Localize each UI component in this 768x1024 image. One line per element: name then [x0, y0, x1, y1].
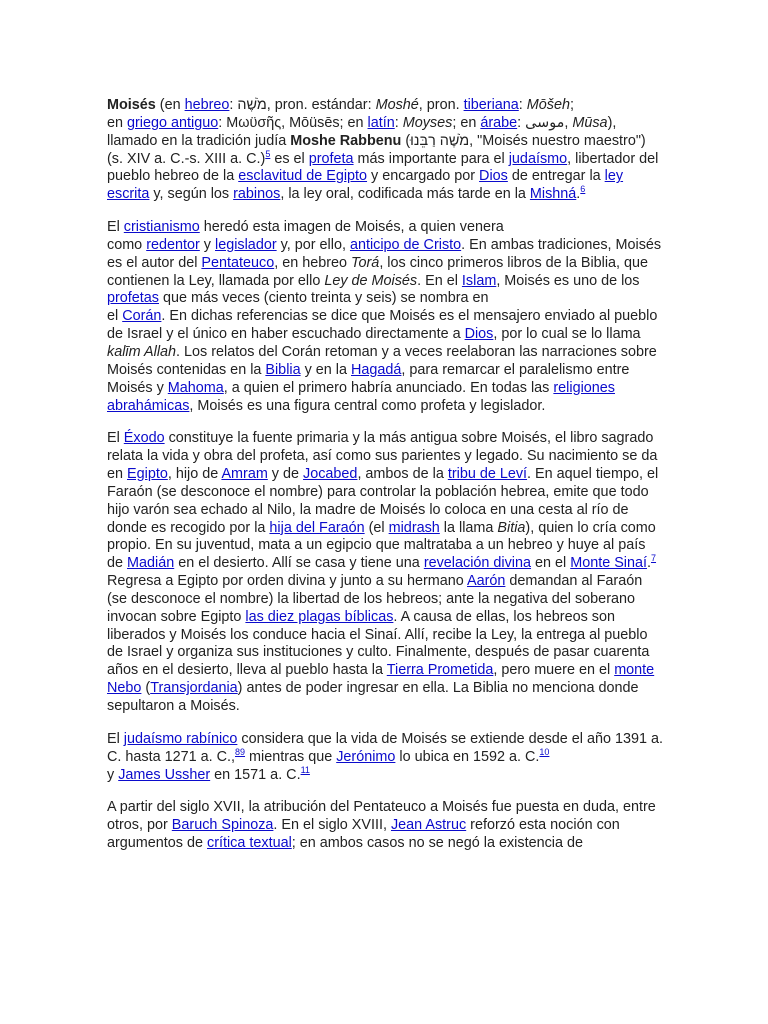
text-run: : Μωϋσῆς, Mōüsēs; en — [218, 114, 368, 131]
text-run: heredó esta imagen de Moisés, a quien venera — [199, 219, 504, 236]
article-link[interactable]: legislador — [215, 236, 277, 253]
text-run: que más veces (ciento treinta y seis) se nombra en — [159, 290, 489, 307]
article-link[interactable]: profeta — [308, 150, 354, 167]
text-run: . En ambas tradiciones, Moisés es el autor del — [107, 236, 662, 271]
text-run: . En el siglo XVIII, — [273, 817, 391, 834]
article-link[interactable]: Aarón — [467, 573, 506, 590]
text-run: , pron. — [418, 97, 464, 113]
article-link[interactable]: Tierra Prometida — [386, 662, 494, 679]
article-link[interactable]: Egipto — [127, 466, 168, 483]
article-link[interactable]: Corán — [122, 308, 162, 325]
article-link[interactable]: hebreo — [184, 97, 230, 113]
text-run: . A causa de ellas, los hebreos son liberados y Moisés los conduce hacia el Sinaí. Allí, recibe la Ley, la entrega al pueblo de Israel y organiza sus instituciones y culto. Finalmente, después de pasar cuarenta años en el desierto, lleva al pueblo hasta la — [107, 608, 650, 679]
article-link[interactable]: las diez plagas bíblicas — [245, 608, 394, 625]
text-run: la llama — [439, 519, 498, 536]
text-run: , en hebreo — [274, 254, 352, 271]
article-link[interactable]: Pentateuco — [201, 254, 275, 271]
article-link[interactable]: Jocabed — [303, 466, 358, 483]
text-run: ( — [141, 680, 151, 697]
article-link[interactable]: profetas — [107, 290, 159, 307]
article-link[interactable]: Islam — [461, 272, 497, 289]
text-run: (el — [364, 519, 389, 536]
text-run: . Los relatos del Corán retoman y a veces reelaboran las narraciones sobre Moisés contenidas en la — [107, 343, 657, 378]
text-run: Regresa a Egipto por orden divina y junto a su hermano — [107, 573, 467, 590]
footnote-link[interactable]: 11 — [300, 764, 310, 775]
text-run: (מֹשֶׁה רַבֵּנוּ, "Moisés nuestro maestro") (s. XIV a. C.-s. XIII a. C.) — [107, 132, 646, 167]
article-link[interactable]: crítica textual — [207, 835, 292, 852]
text-run: el — [107, 308, 123, 325]
article-link[interactable]: Monte Sinaí — [570, 555, 648, 572]
italic-text: Moyses — [402, 114, 453, 131]
text-run: El — [107, 430, 124, 447]
paragraph-intro — [107, 97, 663, 204]
footnote-ref — [651, 553, 656, 563]
paragraph-siglo-xvii — [107, 799, 663, 853]
article-link[interactable]: Baruch Spinoza — [171, 817, 274, 834]
article-link[interactable]: Hagadá — [351, 361, 402, 378]
text-run: (en — [155, 97, 185, 113]
text-run: llamado en la tradición judía — [107, 132, 291, 149]
text-run: y — [199, 236, 216, 253]
article-link[interactable]: rabinos — [233, 186, 281, 203]
text-run: y en la — [300, 361, 351, 378]
article-link[interactable]: tribu de Leví — [447, 466, 528, 483]
article-link[interactable]: ley escrita — [107, 168, 624, 203]
text-run: . En aquel tiempo, el Faraón (se desconoce el nombre) para controlar la población hebrea, emite que todo hijo varón sea echado al Nilo, la madre de Moisés lo coloca en una cesta al río de donde es recogido por la — [107, 466, 659, 536]
text-run: , libertador del pueblo hebreo de la — [107, 150, 659, 185]
article-link[interactable]: Dios — [479, 168, 508, 185]
text-run: , la ley oral, codificada más tarde en la — [280, 186, 530, 203]
article-link[interactable]: árabe — [480, 114, 518, 131]
text-run: : מֹשֶׁה, pron. estándar: — [229, 97, 376, 113]
footnote-link[interactable]: 10 — [539, 746, 550, 757]
text-run: . En dichas referencias se dice que Moisés es el mensajero enviado al pueblo de Israel y el único en haber escuchado directamente a — [107, 308, 658, 343]
text-run: El — [107, 219, 124, 236]
text-run: lo ubica en 1592 a. C. — [395, 748, 540, 765]
italic-text: Mōšeh — [526, 97, 570, 113]
text-run: ; en ambos casos no se negó la existencia de — [291, 835, 583, 852]
article-link[interactable]: Dios — [464, 326, 494, 343]
text-run: demandan al Faraón (se desconoce el nombre) la libertad de los hebreos; ante la negativa del soberano invocan sobre Egipto — [107, 573, 643, 625]
text-run: y, por ello, — [276, 236, 350, 253]
article-link[interactable]: griego antiguo — [127, 114, 219, 131]
footnote-ref — [580, 184, 585, 194]
italic-text: Bitia — [497, 519, 526, 536]
text-run: El — [107, 730, 124, 747]
text-run: : — [394, 114, 403, 131]
article-link[interactable]: midrash — [388, 519, 440, 536]
text-run: . En el — [417, 272, 462, 289]
article-link[interactable]: tiberiana — [463, 97, 519, 113]
bold-text: Moshe Rabbenu — [290, 132, 402, 149]
text-run: , para remarcar el paralelismo entre Moisés y — [107, 361, 630, 396]
text-run: en — [107, 114, 128, 131]
text-run: ), — [607, 114, 617, 131]
text-run: ) antes de poder ingresar en ella. La Biblia no menciona donde sepultaron a Moisés. — [107, 680, 639, 714]
footnote-ref — [235, 747, 245, 757]
text-run: , los cinco primeros libros de la Biblia, que contienen la Ley, llamada por ello — [107, 254, 649, 289]
article-link[interactable]: esclavitud de Egipto — [238, 168, 368, 185]
footnote-link[interactable]: 7 — [651, 553, 657, 564]
footnote-link[interactable]: 89 — [235, 746, 246, 757]
text-run: . — [647, 555, 652, 572]
article-link[interactable]: judaísmo rabínico — [123, 730, 238, 747]
text-run: , a quien el primero habría anunciado. En todas las — [223, 379, 554, 396]
article-link[interactable]: James Ussher — [118, 766, 211, 783]
text-run: constituye la fuente primaria y la más antigua sobre Moisés, el libro sagrado relata la vida y obra del profeta, así como sus parientes y legado. Su nacimiento se da en — [107, 430, 658, 483]
article-link[interactable]: redentor — [146, 236, 200, 253]
text-run: y — [107, 766, 119, 783]
text-run: en el desierto. Allí se casa y tiene una — [174, 555, 424, 572]
italic-text: Moshé — [375, 97, 419, 113]
article-link[interactable]: revelación divina — [423, 555, 532, 572]
article-link[interactable]: Mahoma — [167, 379, 224, 396]
text-run: y, según los — [149, 186, 234, 203]
footnote-link[interactable]: 6 — [580, 184, 586, 195]
italic-text: Torá — [351, 254, 380, 271]
text-run: : — [518, 97, 527, 113]
article-link[interactable]: Transjordania — [150, 680, 238, 697]
italic-text: Ley de Moisés — [324, 272, 418, 289]
text-run: más importante para el — [353, 150, 509, 167]
article-link[interactable]: Amram — [221, 466, 268, 483]
footnote-ref — [539, 747, 549, 757]
text-run: , hijo de — [167, 466, 222, 483]
paragraph-cristianismo — [107, 219, 663, 415]
article-link[interactable]: Éxodo — [123, 430, 165, 447]
article-link[interactable]: religiones abrahámicas — [107, 379, 615, 414]
text-run: en 1571 a. C. — [210, 766, 301, 783]
article-link[interactable]: judaísmo — [508, 150, 568, 167]
article-link[interactable]: Biblia — [265, 361, 301, 378]
footnote-link[interactable]: 5 — [265, 148, 271, 159]
text-run: : موسى, — [517, 114, 573, 131]
text-run: , pero muere en el — [493, 662, 615, 679]
paragraph-exodo — [107, 430, 663, 716]
text-run: en el — [531, 555, 571, 572]
paragraph-rabinico — [107, 731, 663, 785]
text-run: , Moisés es una figura central como profeta y legislador. — [189, 397, 546, 414]
text-run: es el — [270, 150, 309, 167]
bold-text: Moisés — [107, 97, 156, 113]
text-run: como — [107, 236, 147, 253]
article-link[interactable]: cristianismo — [123, 219, 200, 236]
text-run: ), quien lo cría como propio. En su juventud, mata a un egipcio que maltrataba a un hebreo y huye al país de — [107, 519, 656, 572]
article-link[interactable]: hija del Faraón — [269, 519, 365, 536]
text-run: reforzó esta noción con argumentos de — [107, 817, 620, 852]
text-run: ; — [569, 97, 574, 113]
text-run: considera que la vida de Moisés se extiende desde el año 1391 a. C. hasta 1271 a. C., — [107, 730, 664, 765]
text-run: de entregar la — [507, 168, 605, 185]
text-run: A partir del siglo XVII, la atribución del Pentateuco a Moisés fue puesta en duda, entre otros, por — [107, 799, 656, 834]
article-link[interactable]: Jean Astruc — [390, 817, 467, 834]
article-link[interactable]: Mishná — [529, 186, 577, 203]
article-link[interactable]: monte Nebo — [107, 662, 655, 697]
article-link[interactable]: latín — [367, 114, 395, 131]
article-body — [107, 97, 663, 868]
text-run: ; en — [452, 114, 481, 131]
article-link[interactable]: anticipo de Cristo — [349, 236, 462, 253]
italic-text: kalīm Allah — [107, 343, 177, 360]
text-run: y de — [267, 466, 304, 483]
footnote-ref — [301, 765, 310, 775]
text-run: y encargado por — [367, 168, 480, 185]
text-run: , por lo cual se lo llama — [493, 326, 641, 343]
text-run: , Moisés es uno de los — [496, 272, 640, 289]
text-run: mientras que — [245, 748, 337, 765]
italic-text: Mūsa — [572, 114, 608, 131]
text-run: , ambos de la — [357, 466, 448, 483]
text-run: . — [576, 186, 581, 203]
article-link[interactable]: Jerónimo — [336, 748, 396, 765]
article-link[interactable]: Madián — [127, 555, 175, 572]
